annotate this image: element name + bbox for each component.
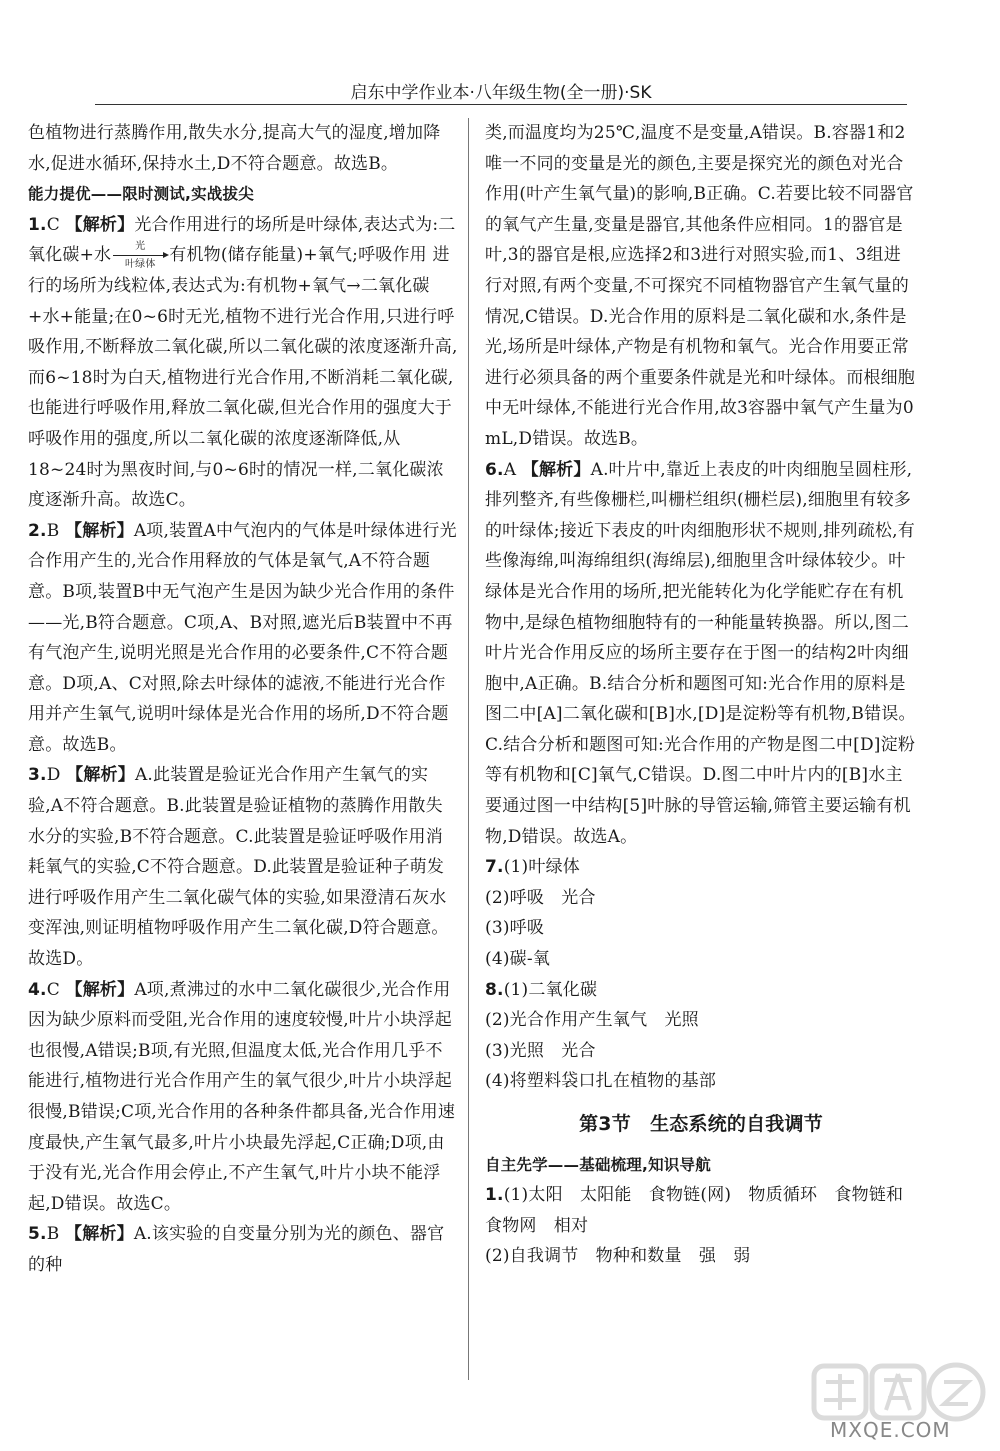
q7-item: (2)呼吸 光合 [485, 887, 596, 908]
q7-item: (4)碳-氧 [485, 949, 551, 970]
q8-number: 8. [485, 979, 504, 1000]
q3-analysis-tag: 【解析】 [66, 765, 135, 786]
q3-number: 3. [28, 765, 47, 786]
header-title: 启东中学作业本·八年级生物(全一册)·SK [350, 83, 652, 103]
question-2 [28, 516, 458, 761]
q6-analysis-tag: 【解析】 [521, 459, 591, 480]
q5-continued: 类,而温度均为25℃,温度不是变量,A错误。B.容器1和2唯一不同的变量是光的颜色,主要是探究光的颜色对光合作用(叶产生氧气量)的影响,B正确。C.若要比较不同器官的氧气产生量,变量是器官,其他条件应相同。1的器官是叶,3的器官是根,应选择2和3进行对照实验,而1、3组进行对照,有两个变量,不可探究不同植物器官产生氧气量的情况,C错误。D.光合作用的原料是二氧化碳和水,条件是光,场所是叶绿体,产物是有机物和氧气。光合作用要正常进行必须具备的两个重要条件就是光和叶绿体。而根细胞中无叶绿体,不能进行光合作用,故3容器中氧气产生量为0 mL,D错误。故选B。 [485, 123, 915, 449]
q1-number: 1. [28, 214, 47, 235]
q1-text-rest: 进行的场所为线粒体,表达式为:有机物+氧气→二氧化碳+水+能量;在0~6时无光,植物不进行光合作用,只进行呼吸作用,不断释放二氧化碳,所以二氧化碳的浓度逐渐升高,而6~18时为白天,植物进行光合作用,不断消耗二氧化碳,也能进行呼吸作用,释放二氧化碳,但光合作用的强度大于呼吸作用的强度,所以二氧化碳的浓度逐渐降低,从18~24时为黑夜时间,与0~6时的情况一样,二氧化碳浓度逐渐升高。故选C。 [28, 245, 458, 511]
arrow-condition-top: 光 [135, 240, 146, 252]
q4-number: 4. [28, 979, 47, 1000]
q1-text-1: 光合作用进行的场所是叶绿体,表达式为:二 [134, 214, 456, 235]
q2-number: 2. [28, 520, 47, 541]
section-heading-ability: 能力提优——限时测试,实战拔尖 [28, 185, 254, 204]
reaction-arrow [113, 240, 167, 270]
left-intro: 色植物进行蒸腾作用,散失水分,提高大气的湿度,增加降水,促进水循环,保持水土,D不符合题意。故选B。 [28, 123, 441, 174]
q5-answer: B [46, 1224, 60, 1245]
question-5 [28, 1219, 458, 1280]
q2-answer: B [46, 520, 60, 541]
arrow-condition-bottom: 叶绿体 [124, 258, 156, 270]
question-4 [28, 975, 458, 1220]
q4-analysis-tag: 【解析】 [65, 979, 135, 1000]
question-7 [485, 852, 917, 974]
chapter-title: 第3节 生态系统的自我调节 [579, 1113, 823, 1135]
q5-number: 5. [28, 1224, 47, 1245]
right-column [485, 118, 917, 1272]
n1-item: (2)自我调节 物种和数量 强 弱 [485, 1246, 751, 1267]
q7-item: (1)叶绿体 [503, 857, 580, 878]
q1-eq-left: 氧化碳+水 [28, 245, 112, 266]
n1-number: 1. [485, 1185, 504, 1206]
q7-number: 7. [485, 857, 504, 878]
section-question-1 [485, 1180, 917, 1272]
question-1 [28, 210, 458, 516]
q6-text: A.叶片中,靠近上表皮的叶肉细胞呈圆柱形,排列整齐,有些像栅栏,叫栅栏组织(栅栏层),细胞里有较多的叶绿体;接近下表皮的叶肉细胞形状不规则,排列疏松,有些像海绵,叫海绵组织(海绵层),细胞里含叶绿体较少。叶绿体是光合作用的场所,把光能转化为化学能贮存在有机物中,是绿色植物细胞特有的一种能量转换器。所以,图二叶片光合作用反应的场所主要存在于图一的结构2叶肉细胞中,A正确。B.结合分析和题图可知:光合作用的原料是图二中[A]二氧化碳和[B]水,[D]是淀粉等有机物,B错误。C.结合分析和题图可知:光合作用的产物是图二中[D]淀粉等有机物和[C]氧气,C错误。D.图二中叶片内的[B]水主要通过图一中结构[5]叶脉的导管运输,筛管主要运输有机物,D错误。故选A。 [485, 459, 916, 847]
watermark-text: MXQE.COM [830, 1418, 951, 1442]
n1-item: (1)太阳 太阳能 食物链(网) 物质循环 食物链和食物网 相对 [485, 1185, 904, 1236]
column-divider [468, 118, 469, 1380]
left-column [28, 118, 458, 1281]
q8-item: (1)二氧化碳 [503, 979, 598, 1000]
q2-analysis-tag: 【解析】 [65, 520, 134, 541]
page-header [95, 78, 907, 103]
q6-number: 6. [485, 459, 504, 480]
q6-answer: A [503, 459, 517, 480]
question-8 [485, 975, 917, 1097]
q8-item: (2)光合作用产生氧气 光照 [485, 1010, 699, 1031]
header-rule [95, 104, 907, 105]
q5-text: A.该实验的自变量分别为光的颜色、器官的种 [28, 1224, 445, 1275]
question-6 [485, 455, 917, 853]
q1-analysis-tag: 【解析】 [65, 214, 135, 235]
q8-item: (4)将塑料袋口扎在植物的基部 [485, 1071, 717, 1092]
q8-item: (3)光照 光合 [485, 1040, 596, 1061]
q7-item: (3)呼吸 [485, 918, 545, 939]
q1-eq-right: 有机物(储存能量)+氧气;呼吸作用 [169, 245, 427, 266]
question-3 [28, 760, 458, 974]
q4-text: A项,煮沸过的水中二氧化碳很少,光合作用因为缺少原料而受阻,光合作用的速度较慢,叶片小块浮起也很慢,A错误;B项,有光照,但温度太低,光合作用几乎不能进行,植物进行光合作用产生的氧气很少,叶片小块浮起很慢,B错误;C项,光合作用的各种条件都具备,光合作用速度最快,产生氧气最多,叶片小块最先浮起,C正确;D项,由于没有光,光合作用会停止,不产生氧气,叶片小块不能浮起,D错误。故选C。 [28, 979, 456, 1214]
q3-answer: D [46, 765, 61, 786]
q5-analysis-tag: 【解析】 [65, 1224, 134, 1245]
q3-text: A.此装置是验证光合作用产生氧气的实验,A不符合题意。B.此装置是验证植物的蒸腾作用散失水分的实验,B不符合题意。C.此装置是验证呼吸作用消耗氧气的实验,C不符合题意。D.此装置是验证种子萌发进行呼吸作用产生二氧化碳气体的实验,如果澄清石灰水变浑浊,则证明植物呼吸作用产生二氧化碳,D符合题意。故选D。 [28, 765, 449, 970]
q2-text: A项,装置A中气泡内的气体是叶绿体进行光合作用产生的,光合作用释放的气体是氧气,A不符合题意。B项,装置B中无气泡产生是因为缺少光合作用的条件——光,B符合题意。C项,A、B对照,遮光后B装置中不再有气泡产生,说明光照是光合作用的必要条件,C不符合题意。D项,A、C对照,除去叶绿体的滤液,不能进行光合作用并产生氧气,说明叶绿体是光合作用的场所,D不符合题意。故选B。 [28, 520, 457, 755]
section-heading-selfstudy: 自主先学——基础梳理,知识导航 [485, 1155, 711, 1174]
q4-answer: C [46, 979, 60, 1000]
q1-answer: C [46, 214, 60, 235]
